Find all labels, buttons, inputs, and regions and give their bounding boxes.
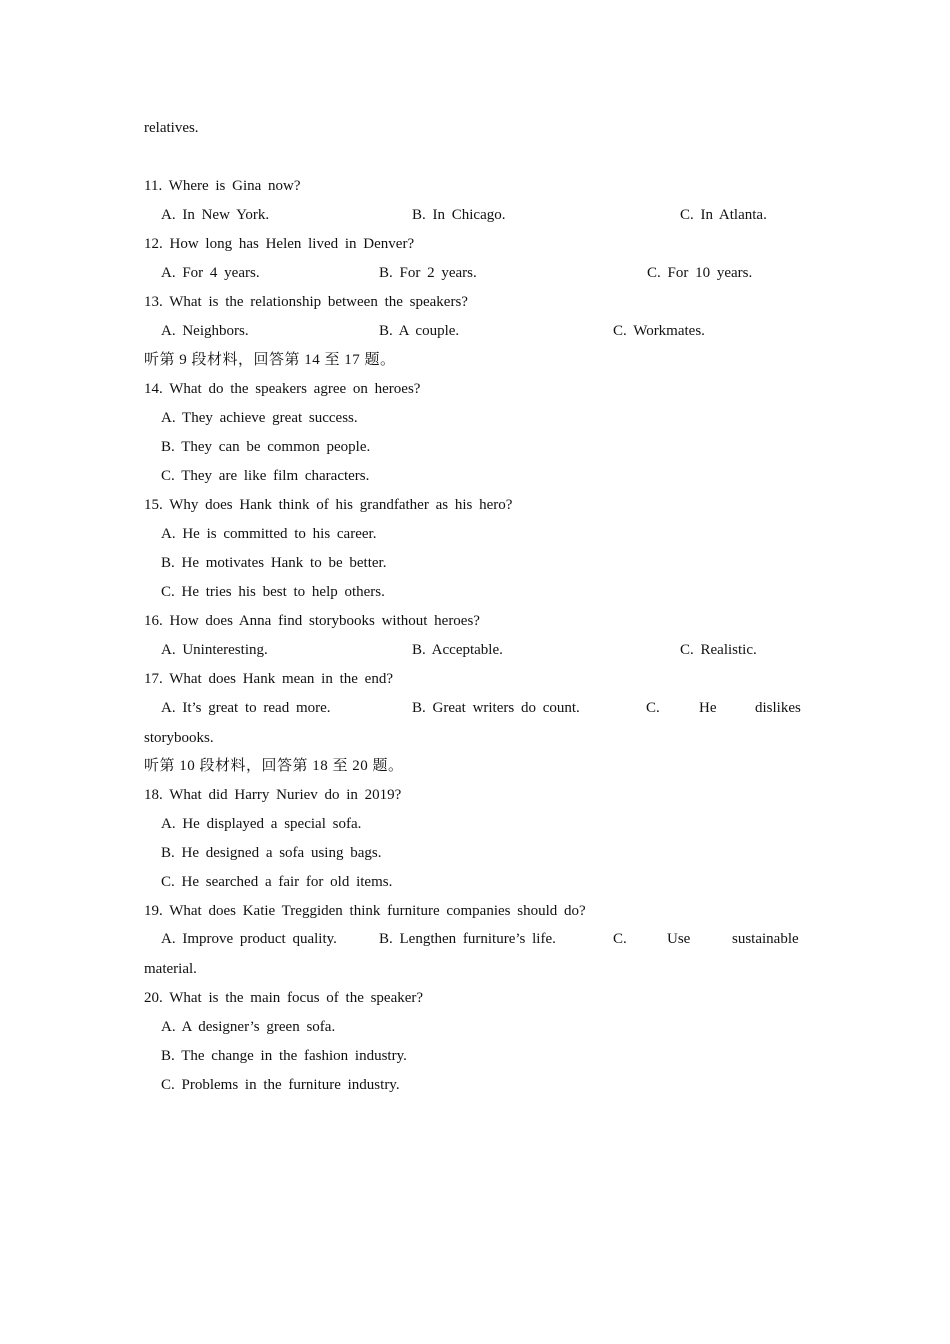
- q17-option-b: B. Great writers do count.: [412, 700, 580, 716]
- q13-option-a: A. Neighbors.: [161, 323, 249, 339]
- q15-option-c: C. He tries his best to help others.: [161, 584, 385, 600]
- question-17: 17. What does Hank mean in the end?: [144, 671, 393, 687]
- section-10-instruction: 听第 10 段材料，回答第 18 至 20 题。: [144, 758, 404, 774]
- q14-option-b: B. They can be common people.: [161, 439, 371, 455]
- q18-option-b: B. He designed a sofa using bags.: [161, 845, 382, 861]
- question-13: 13. What is the relationship between the speakers?: [144, 294, 468, 310]
- carry-over-text: relatives.: [144, 120, 199, 136]
- q18-option-a: A. He displayed a special sofa.: [161, 816, 362, 832]
- q11-option-b: B. In Chicago.: [412, 207, 506, 223]
- question-20: 20. What is the main focus of the speaker?: [144, 990, 424, 1006]
- q12-option-c: C. For 10 years.: [647, 265, 753, 281]
- q17-option-a: A. It’s great to read more.: [161, 700, 331, 716]
- q20-option-c: C. Problems in the furniture industry.: [161, 1077, 400, 1093]
- q17-option-c-word: dislikes: [755, 700, 801, 716]
- q17-option-c-label: C.: [646, 700, 660, 716]
- question-16: 16. How does Anna find storybooks without heroes?: [144, 613, 480, 629]
- q12-option-b: B. For 2 years.: [379, 265, 477, 281]
- q12-option-a: A. For 4 years.: [161, 265, 260, 281]
- q11-option-c: C. In Atlanta.: [680, 207, 767, 223]
- q15-option-b: B. He motivates Hank to be better.: [161, 555, 387, 571]
- q18-option-c: C. He searched a fair for old items.: [161, 874, 393, 890]
- q19-option-c-word: Use: [667, 931, 691, 947]
- q20-option-a: A. A designer’s green sofa.: [161, 1019, 336, 1035]
- q15-option-a: A. He is committed to his career.: [161, 526, 377, 542]
- section-9-instruction: 听第 9 段材料，回答第 14 至 17 题。: [144, 352, 396, 368]
- q16-option-c: C. Realistic.: [680, 642, 757, 658]
- q11-option-a: A. In New York.: [161, 207, 270, 223]
- q17-option-c-word: He: [699, 700, 717, 716]
- q16-option-a: A. Uninteresting.: [161, 642, 268, 658]
- q13-option-c: C. Workmates.: [613, 323, 705, 339]
- question-12: 12. How long has Helen lived in Denver?: [144, 236, 415, 252]
- q17-option-c-continuation: storybooks.: [144, 730, 214, 746]
- q19-option-b: B. Lengthen furniture’s life.: [379, 931, 556, 947]
- question-11: 11. Where is Gina now?: [144, 178, 301, 194]
- q19-option-c-word: sustainable: [732, 931, 799, 947]
- question-19: 19. What does Katie Treggiden think furniture companies should do?: [144, 903, 586, 919]
- q16-option-b: B. Acceptable.: [412, 642, 503, 658]
- question-18: 18. What did Harry Nuriev do in 2019?: [144, 787, 402, 803]
- q20-option-b: B. The change in the fashion industry.: [161, 1048, 407, 1064]
- q19-option-c-label: C.: [613, 931, 627, 947]
- q14-option-c: C. They are like film characters.: [161, 468, 370, 484]
- question-15: 15. Why does Hank think of his grandfather as his hero?: [144, 497, 513, 513]
- q13-option-b: B. A couple.: [379, 323, 460, 339]
- q19-option-a: A. Improve product quality.: [161, 931, 337, 947]
- question-14: 14. What do the speakers agree on heroes?: [144, 381, 421, 397]
- q14-option-a: A. They achieve great success.: [161, 410, 358, 426]
- q19-option-c-continuation: material.: [144, 961, 197, 977]
